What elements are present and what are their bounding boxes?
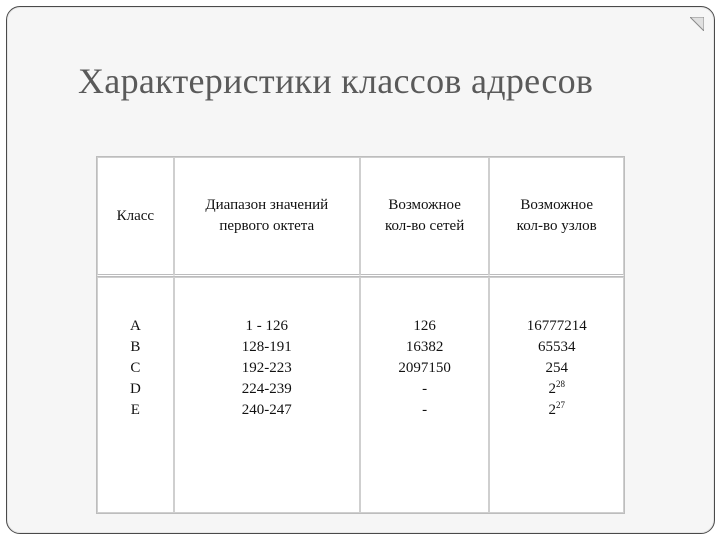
- range-value: 240-247: [241, 402, 292, 418]
- slide-corner-icon: [690, 17, 704, 31]
- class-value: A: [129, 318, 141, 334]
- class-column: [97, 277, 174, 513]
- address-classes-table: [96, 156, 625, 514]
- range-value: 192-223: [241, 360, 292, 376]
- slide-title: Характеристики классов адресов: [78, 61, 594, 101]
- networks-value: -: [422, 381, 428, 397]
- header-range-line1: Диапазон значений: [205, 197, 329, 213]
- class-value: C: [130, 360, 141, 376]
- range-value: 128-191: [241, 339, 292, 355]
- networks-value: 16382: [405, 339, 444, 355]
- class-value: E: [130, 402, 140, 418]
- hosts-base: 2: [548, 402, 556, 418]
- hosts-exponent: 28: [555, 379, 565, 389]
- networks-value: 2097150: [398, 360, 451, 376]
- networks-column: [360, 277, 490, 513]
- hosts-value: [490, 358, 623, 379]
- table-row: [97, 277, 624, 513]
- hosts-base: 254: [545, 360, 568, 376]
- hosts-base: 2: [548, 381, 556, 397]
- range-value: 1 - 126: [245, 318, 289, 334]
- hosts-base: 16777214: [526, 318, 587, 334]
- header-range: [174, 157, 360, 277]
- class-value: B: [130, 339, 141, 355]
- hosts-value: [490, 379, 623, 400]
- hosts-column: [489, 277, 624, 513]
- networks-value: -: [422, 402, 428, 418]
- hosts-value: [490, 316, 623, 337]
- header-networks-line2: кол-во сетей: [384, 218, 465, 234]
- header-hosts-line2: кол-во узлов: [516, 218, 597, 234]
- hosts-value: [490, 400, 623, 421]
- header-hosts: [489, 157, 624, 277]
- header-class: [97, 157, 174, 277]
- class-value: D: [129, 381, 141, 397]
- header-hosts-line1: Возможное: [520, 197, 593, 213]
- header-networks-line1: Возможное: [388, 197, 461, 213]
- hosts-exponent: 27: [555, 400, 565, 410]
- networks-value: 126: [413, 318, 436, 334]
- header-networks: [360, 157, 490, 277]
- table-header-row: [97, 157, 624, 277]
- header-class-text: Класс: [116, 207, 155, 224]
- header-range-line2: первого октета: [219, 218, 315, 234]
- range-value: 224-239: [241, 381, 292, 397]
- hosts-base: 65534: [537, 339, 576, 355]
- range-column: [174, 277, 360, 513]
- hosts-value: [490, 337, 623, 358]
